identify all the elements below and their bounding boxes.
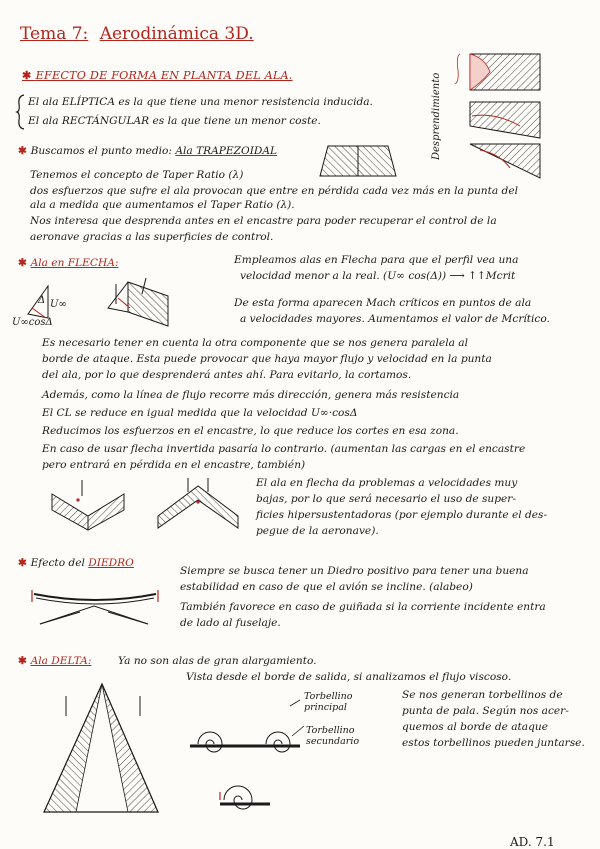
flecha-para-1: Es necesario tener en cuenta la otra componente que se nos genera paralela al xyxy=(42,337,468,349)
delta-label: Δ xyxy=(38,295,46,306)
trapezoidal-line-3: ala a medida que aumentamos el Taper Ratio (λ). xyxy=(30,199,295,211)
flecha-q-1: El ala en flecha da problemas a velocidades muy xyxy=(256,477,518,489)
page-number: AD. 7.1 xyxy=(510,835,555,849)
title-prefix: Tema 7: xyxy=(20,24,89,44)
flecha-para-2: borde de ataque. Esta puede provocar que haya mayor flujo y velocidad en la punta xyxy=(42,353,492,365)
trapezoidal-line-2: dos esfuerzos que sufre el ala provocan que entre en pérdida cada vez más en la punta del xyxy=(30,185,518,197)
flecha-q-4: pegue de la aeronave). xyxy=(256,525,379,537)
section-trapezoidal-heading: ✱ Buscamos el punto medio: Ala TRAPEZOIDAL xyxy=(18,145,278,157)
flecha-right-2: velocidad menor a la real. (U∞ cos(Δ)) ⟶ ↑↑Mcrit xyxy=(240,270,516,282)
section-flecha-heading: ✱ Ala en FLECHA: xyxy=(18,257,119,269)
stall-pattern-figures xyxy=(450,50,550,190)
flecha-right-1: Empleamos alas en Flecha para que el perfil vea una xyxy=(234,254,519,266)
delta-right-1: Se nos generan torbellinos de xyxy=(402,689,563,701)
diedro-line-4: de lado al fuselaje. xyxy=(180,617,281,629)
sweep-vector-diagram xyxy=(18,278,218,338)
trapezoidal-line-4: Nos interesa que desprenda antes en el encastre para poder recuperar el control de la xyxy=(30,215,497,227)
diedro-line-1: Siempre se busca tener un Diedro positivo para tener una buena xyxy=(180,565,529,577)
delta-line-2: Vista desde el borde de salida, si analizamos el flujo viscoso. xyxy=(186,671,512,683)
section-forma-heading: ✱ EFECTO DE FORMA EN PLANTA DEL ALA. xyxy=(22,68,293,82)
title-text: Aerodinámica 3D. xyxy=(99,24,254,44)
flecha-q-3: ficies hipersustentadoras (por ejemplo durante el des- xyxy=(256,509,548,521)
uinf-label: U∞ xyxy=(50,299,67,310)
flecha-right-3: De esta forma aparecen Mach críticos en puntos de ala xyxy=(234,297,532,309)
flecha-right-4: a velocidades mayores. Aumentamos el valor de Mcrítico. xyxy=(240,313,550,325)
trapezoidal-line-5: aeronave gracias a las superficies de control. xyxy=(30,231,274,243)
dihedral-figure xyxy=(30,586,160,632)
section-delta-heading: ✱ Ala DELTA: xyxy=(18,655,92,667)
flecha-para-5: El CL se reduce en igual medida que la velocidad U∞·cosΔ xyxy=(42,407,358,419)
sweep-forward-backward-figures xyxy=(48,476,248,532)
section-diedro-heading: ✱ Efecto del DIEDRO xyxy=(18,557,134,569)
diedro-line-3: También favorece en caso de guiñada si la corriente incidente entra xyxy=(180,601,546,613)
delta-line-1: Ya no son alas de gran alargamiento. xyxy=(118,655,317,667)
trapezoidal-line-1: Tenemos el concepto de Taper Ratio (λ) xyxy=(30,169,244,181)
side-label: Desprendimiento xyxy=(431,72,442,160)
diedro-line-2: estabilidad en caso de que el avión se incline. (alabeo) xyxy=(180,581,473,593)
vortex-figure xyxy=(180,696,310,816)
flecha-para-3: del ala, por lo que desprenderá antes ahí. Para evitarlo, la cortamos. xyxy=(42,369,412,381)
flecha-para-7: En caso de usar flecha invertida pasaría lo contrario. (aumentan las cargas en el encastre xyxy=(42,443,526,455)
flecha-q-2: bajas, por lo que será necesario el uso de super- xyxy=(256,493,516,505)
forma-line-2: El ala RECTÁNGULAR es la que tiene un menor coste. xyxy=(28,115,321,127)
forma-line-1: El ala ELÍPTICA es la que tiene una menor resistencia inducida. xyxy=(28,96,373,108)
delta-right-2: punta de pala. Según nos acer- xyxy=(402,705,569,717)
vortex-label-1: Torbellino principal xyxy=(304,691,353,713)
flecha-para-6: Reducimos los esfuerzos en el encastre, lo que reduce los cortes en esa zona. xyxy=(42,425,459,437)
ucos-label: U∞cosΔ xyxy=(12,317,53,328)
flecha-para-8: pero entrará en pérdida en el encastre, también) xyxy=(42,459,306,471)
delta-right-4: estos torbellinos pueden juntarse. xyxy=(402,737,585,749)
page-title xyxy=(20,26,254,43)
delta-right-3: quemos al borde de ataque xyxy=(402,721,548,733)
trapezoidal-wing-icon xyxy=(318,144,398,178)
flecha-para-4: Además, como la línea de flujo recorre más dirección, genera más resistencia xyxy=(42,389,460,401)
vortex-label-2: Torbellino secundario xyxy=(306,725,360,747)
brace-icon xyxy=(16,94,26,130)
delta-wing-figure xyxy=(40,682,160,814)
